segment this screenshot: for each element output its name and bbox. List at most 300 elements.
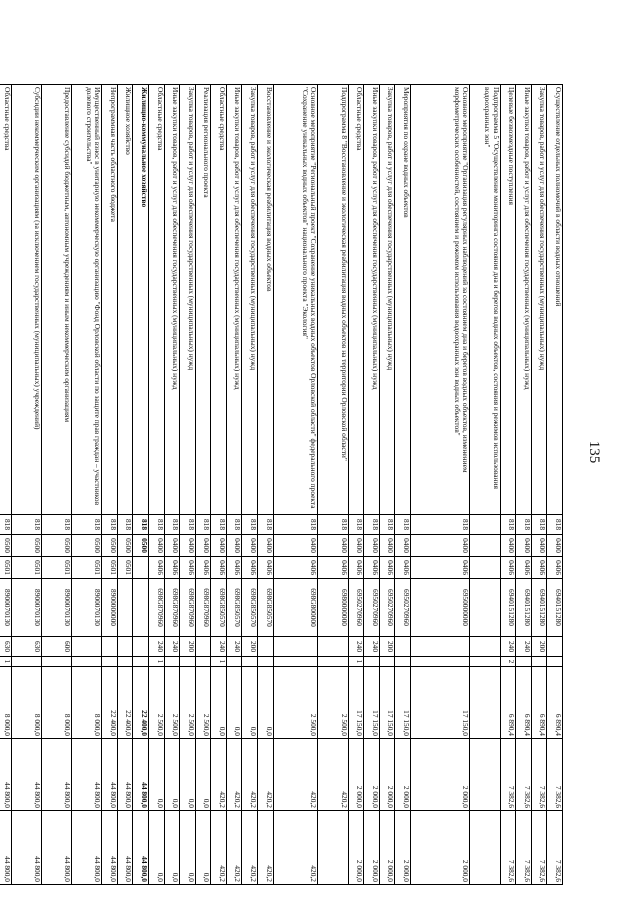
cell-grbs: 818 <box>258 515 274 535</box>
cell-grbs: 818 <box>71 515 101 535</box>
cell-grbs: 818 <box>242 515 258 535</box>
cell-source-code <box>364 657 380 667</box>
table-row <box>71 85 101 885</box>
cell-expense-type: 630 <box>0 637 11 657</box>
cell-target-article: 698G850570 <box>211 579 227 637</box>
table-row <box>180 85 196 885</box>
row-name: Предоставление субсидий бюджетным, автономным учреждениям и иным некоммерческим организациям <box>41 85 71 515</box>
cell-grbs: 818 <box>395 515 411 535</box>
cell-amount-1: 6 890,4 <box>500 667 516 739</box>
cell-amount-3 <box>470 811 500 885</box>
cell-source-code <box>379 657 395 667</box>
cell-expense-type: 600 <box>41 637 71 657</box>
cell-expense-type: 240 <box>516 637 532 657</box>
cell-amount-1: 8 000,0 <box>0 667 11 739</box>
cell-amount-1: 2 500,0 <box>318 667 348 739</box>
cell-subsection: 0406 <box>531 557 547 579</box>
cell-section: 0400 <box>348 535 364 557</box>
cell-target-article <box>117 579 133 637</box>
cell-subsection: 0406 <box>364 557 380 579</box>
cell-section: 0400 <box>273 535 318 557</box>
cell-amount-3: 44 800,0 <box>0 811 11 885</box>
cell-source-code <box>195 657 211 667</box>
cell-source-code <box>395 657 411 667</box>
cell-grbs: 818 <box>211 515 227 535</box>
cell-grbs: 818 <box>364 515 380 535</box>
cell-amount-3: 0,0 <box>164 811 180 885</box>
cell-expense-type <box>117 637 133 657</box>
cell-target-article: 6940151280 <box>547 579 563 637</box>
cell-expense-type: 240 <box>500 637 516 657</box>
cell-subsection: 0406 <box>318 557 348 579</box>
cell-amount-3 <box>318 811 348 885</box>
cell-expense-type <box>470 637 500 657</box>
cell-subsection: 0501 <box>102 557 118 579</box>
page-number: 135 <box>586 440 602 464</box>
cell-subsection: 0501 <box>117 557 133 579</box>
cell-source-code <box>273 657 318 667</box>
cell-target-article: 6950270960 <box>364 579 380 637</box>
cell-grbs: 818 <box>411 515 470 535</box>
cell-source-code <box>242 657 258 667</box>
table-row <box>117 85 133 885</box>
cell-amount-2: 420,2 <box>226 739 242 811</box>
cell-expense-type: 200 <box>379 637 395 657</box>
cell-section: 0400 <box>364 535 380 557</box>
row-name: Областные средства <box>211 85 227 515</box>
cell-amount-1: 0,0 <box>258 667 274 739</box>
cell-subsection: 0501 <box>0 557 11 579</box>
cell-amount-1: 17 150,0 <box>411 667 470 739</box>
budget-table-body <box>0 85 563 885</box>
cell-target-article: 6950270960 <box>395 579 411 637</box>
cell-subsection: 0406 <box>180 557 196 579</box>
cell-amount-2: 44 800,0 <box>133 739 149 811</box>
cell-source-code <box>318 657 348 667</box>
cell-grbs: 818 <box>348 515 364 535</box>
cell-section: 0400 <box>547 535 563 557</box>
cell-amount-1: 22 400,0 <box>133 667 149 739</box>
row-name: Основное мероприятие "Региональный проект "Сохранение уникальных водных объектов Орловской области" федерального проекта "Сохранение уникальных водных объектов" национального проекта "Экология" <box>273 85 318 515</box>
row-name: Областные средства <box>148 85 164 515</box>
row-name: Иные закупки товаров, работ и услуг для обеспечения государственных (муниципальных) нужд <box>516 85 532 515</box>
table-row <box>41 85 71 885</box>
cell-source-code <box>71 657 101 667</box>
cell-subsection: 0406 <box>258 557 274 579</box>
cell-section: 0400 <box>395 535 411 557</box>
cell-subsection: 0406 <box>273 557 318 579</box>
row-name: Иные закупки товаров, работ и услуг для обеспечения государственных (муниципальных) нужд <box>164 85 180 515</box>
cell-grbs: 818 <box>11 515 41 535</box>
cell-source-code <box>531 657 547 667</box>
cell-amount-2: 7 382,6 <box>547 739 563 811</box>
cell-expense-type: 240 <box>364 637 380 657</box>
cell-grbs: 818 <box>164 515 180 535</box>
table-row <box>348 85 364 885</box>
cell-target-article: 8900000000 <box>102 579 118 637</box>
cell-expense-type <box>547 637 563 657</box>
cell-target-article: 8900070130 <box>0 579 11 637</box>
cell-amount-1: 6 890,4 <box>516 667 532 739</box>
cell-subsection: 0406 <box>379 557 395 579</box>
cell-expense-type <box>133 637 149 657</box>
cell-amount-3: 2 000,0 <box>364 811 380 885</box>
cell-section: 0400 <box>411 535 470 557</box>
cell-subsection: 0406 <box>226 557 242 579</box>
cell-source-code: 1 <box>211 657 227 667</box>
cell-amount-1: 17 150,0 <box>364 667 380 739</box>
cell-amount-2: 44 800,0 <box>11 739 41 811</box>
cell-section: 0400 <box>318 535 348 557</box>
cell-amount-3: 44 800,0 <box>41 811 71 885</box>
cell-section: 0500 <box>0 535 11 557</box>
cell-subsection <box>470 557 500 579</box>
cell-amount-1: 2 500,0 <box>273 667 318 739</box>
cell-source-code <box>133 657 149 667</box>
cell-target-article: 698G870960 <box>180 579 196 637</box>
cell-target-article <box>133 579 149 637</box>
cell-subsection: 0501 <box>71 557 101 579</box>
table-row <box>364 85 380 885</box>
cell-amount-2: 44 800,0 <box>0 739 11 811</box>
cell-target-article: 698G870960 <box>195 579 211 637</box>
cell-amount-3: 7 382,6 <box>531 811 547 885</box>
cell-target-article <box>470 579 500 637</box>
row-name: Жилищно-коммунальное хозяйство <box>133 85 149 515</box>
row-name: Иные закупки товаров, работ и услуг для обеспечения государственных (муниципальных) нужд <box>226 85 242 515</box>
cell-subsection: 0501 <box>11 557 41 579</box>
cell-expense-type <box>102 637 118 657</box>
cell-grbs: 818 <box>273 515 318 535</box>
cell-amount-3: 44 800,0 <box>71 811 101 885</box>
cell-subsection: 0406 <box>211 557 227 579</box>
cell-source-code <box>226 657 242 667</box>
cell-amount-1: 0,0 <box>226 667 242 739</box>
cell-amount-3: 420,2 <box>273 811 318 885</box>
cell-grbs: 818 <box>133 515 149 535</box>
cell-amount-2: 2 000,0 <box>348 739 364 811</box>
table-row <box>258 85 274 885</box>
cell-amount-1: 2 500,0 <box>164 667 180 739</box>
cell-amount-2: 7 382,6 <box>516 739 532 811</box>
cell-subsection: 0406 <box>411 557 470 579</box>
cell-amount-1: 8 000,0 <box>41 667 71 739</box>
cell-amount-1: 6 890,4 <box>531 667 547 739</box>
cell-subsection: 0406 <box>164 557 180 579</box>
table-row <box>102 85 118 885</box>
row-name: Непрограммная часть областного бюджета <box>102 85 118 515</box>
cell-amount-1: 2 500,0 <box>195 667 211 739</box>
cell-amount-2: 44 800,0 <box>71 739 101 811</box>
table-row <box>211 85 227 885</box>
cell-source-code <box>102 657 118 667</box>
cell-source-code <box>411 657 470 667</box>
cell-grbs: 818 <box>516 515 532 535</box>
cell-section: 0400 <box>195 535 211 557</box>
cell-amount-1: 8 000,0 <box>11 667 41 739</box>
budget-table <box>0 84 563 885</box>
row-name: Областные средства <box>348 85 364 515</box>
cell-source-code: 1 <box>348 657 364 667</box>
cell-amount-2: 2 000,0 <box>379 739 395 811</box>
cell-amount-1: 17 150,0 <box>379 667 395 739</box>
cell-source-code: 1 <box>0 657 11 667</box>
row-name: Закупка товаров, работ и услуг для обеспечения государственных (муниципальных) нужд <box>180 85 196 515</box>
rotated-page <box>2 84 563 884</box>
cell-section: 0400 <box>531 535 547 557</box>
cell-target-article: 6950270960 <box>348 579 364 637</box>
cell-amount-1: 6 890,4 <box>547 667 563 739</box>
cell-amount-3: 44 800,0 <box>117 811 133 885</box>
cell-source-code <box>180 657 196 667</box>
cell-amount-3: 44 800,0 <box>102 811 118 885</box>
cell-expense-type <box>71 637 101 657</box>
cell-source-code <box>258 657 274 667</box>
row-name: Закупка товаров, работ и услуг для обеспечения государственных (муниципальных) нужд <box>531 85 547 515</box>
cell-section: 0500 <box>117 535 133 557</box>
cell-grbs <box>470 515 500 535</box>
cell-amount-1: 17 150,0 <box>348 667 364 739</box>
cell-target-article: 6950000000 <box>411 579 470 637</box>
cell-expense-type: 240 <box>148 637 164 657</box>
cell-amount-2: 420,2 <box>211 739 227 811</box>
cell-grbs: 818 <box>148 515 164 535</box>
cell-amount-2: 0,0 <box>195 739 211 811</box>
table-row <box>242 85 258 885</box>
cell-section: 0400 <box>516 535 532 557</box>
cell-amount-3: 420,2 <box>211 811 227 885</box>
cell-amount-1: 0,0 <box>242 667 258 739</box>
cell-grbs: 818 <box>41 515 71 535</box>
cell-target-article: 6940151280 <box>500 579 516 637</box>
cell-amount-2: 7 382,6 <box>500 739 516 811</box>
cell-target-article: 698G870960 <box>148 579 164 637</box>
cell-expense-type <box>273 637 318 657</box>
cell-amount-3: 44 800,0 <box>133 811 149 885</box>
cell-subsection <box>133 557 149 579</box>
cell-section: 0500 <box>71 535 101 557</box>
cell-amount-3: 420,2 <box>242 811 258 885</box>
row-name: Субсидии некоммерческим организациям (за исключением государственных (муниципальных) учреждений) <box>11 85 41 515</box>
cell-amount-3: 2 000,0 <box>348 811 364 885</box>
cell-amount-1: 2 500,0 <box>180 667 196 739</box>
cell-amount-2: 0,0 <box>164 739 180 811</box>
cell-section: 0400 <box>226 535 242 557</box>
table-row <box>547 85 563 885</box>
cell-expense-type <box>395 637 411 657</box>
cell-source-code: 1 <box>148 657 164 667</box>
cell-amount-3: 420,2 <box>226 811 242 885</box>
table-row <box>148 85 164 885</box>
cell-amount-1: 22 400,0 <box>102 667 118 739</box>
cell-subsection: 0501 <box>41 557 71 579</box>
cell-source-code <box>516 657 532 667</box>
cell-section: 0400 <box>148 535 164 557</box>
row-name: Закупка товаров, работ и услуг для обеспечения государственных (муниципальных) нужд <box>242 85 258 515</box>
cell-amount-2: 2 000,0 <box>411 739 470 811</box>
table-row <box>395 85 411 885</box>
cell-subsection: 0406 <box>148 557 164 579</box>
cell-subsection: 0406 <box>348 557 364 579</box>
cell-amount-2: 44 800,0 <box>41 739 71 811</box>
cell-amount-3: 420,2 <box>258 811 274 885</box>
cell-target-article: 8900070130 <box>41 579 71 637</box>
table-row <box>470 85 500 885</box>
cell-section: 0500 <box>41 535 71 557</box>
cell-expense-type: 200 <box>180 637 196 657</box>
cell-amount-3: 0,0 <box>195 811 211 885</box>
cell-section: 0500 <box>133 535 149 557</box>
cell-expense-type: 240 <box>164 637 180 657</box>
table-row <box>318 85 348 885</box>
cell-amount-3: 2 000,0 <box>395 811 411 885</box>
cell-section: 0400 <box>258 535 274 557</box>
cell-grbs: 818 <box>379 515 395 535</box>
cell-grbs: 818 <box>318 515 348 535</box>
cell-subsection: 0406 <box>242 557 258 579</box>
cell-section: 0500 <box>102 535 118 557</box>
cell-amount-1: 2 500,0 <box>148 667 164 739</box>
cell-grbs: 818 <box>102 515 118 535</box>
cell-amount-1: 0,0 <box>211 667 227 739</box>
cell-target-article: 6980000000 <box>318 579 348 637</box>
table-row <box>226 85 242 885</box>
table-row <box>0 85 11 885</box>
cell-amount-1 <box>470 667 500 739</box>
cell-target-article: 6940151280 <box>531 579 547 637</box>
cell-target-article: 698G800000 <box>273 579 318 637</box>
row-name: Жилищное хозяйство <box>117 85 133 515</box>
row-name: Иные закупки товаров, работ и услуг для обеспечения государственных (муниципальных) нужд <box>364 85 380 515</box>
row-name: Подпрограмма 5 "Осуществление мониторинга состояния дна и берегов водных объектов, состояния и режимов использования водоохранных зон" <box>470 85 500 515</box>
cell-amount-2: 44 800,0 <box>102 739 118 811</box>
cell-amount-3: 0,0 <box>148 811 164 885</box>
row-name: Реализация регионального проекта <box>195 85 211 515</box>
cell-subsection: 0406 <box>500 557 516 579</box>
cell-grbs: 818 <box>531 515 547 535</box>
table-row <box>164 85 180 885</box>
table-row <box>11 85 41 885</box>
cell-expense-type: 240 <box>226 637 242 657</box>
cell-amount-3: 7 382,6 <box>500 811 516 885</box>
cell-target-article: 698G850570 <box>242 579 258 637</box>
cell-source-code: 2 <box>500 657 516 667</box>
cell-grbs: 818 <box>547 515 563 535</box>
table-row <box>531 85 547 885</box>
cell-amount-2: 420,2 <box>258 739 274 811</box>
cell-section: 0400 <box>211 535 227 557</box>
cell-amount-1: 8 000,0 <box>71 667 101 739</box>
cell-source-code <box>117 657 133 667</box>
cell-subsection: 0406 <box>195 557 211 579</box>
cell-amount-3: 44 800,0 <box>11 811 41 885</box>
cell-section: 0400 <box>180 535 196 557</box>
cell-grbs: 818 <box>0 515 11 535</box>
cell-expense-type: 200 <box>242 637 258 657</box>
cell-amount-2: 0,0 <box>180 739 196 811</box>
cell-target-article: 698G870960 <box>164 579 180 637</box>
row-name: Областные средства <box>0 85 11 515</box>
cell-amount-2: 420,2 <box>242 739 258 811</box>
cell-source-code <box>11 657 41 667</box>
cell-target-article: 698G850570 <box>226 579 242 637</box>
cell-subsection: 0406 <box>395 557 411 579</box>
cell-expense-type <box>318 637 348 657</box>
cell-expense-type <box>258 637 274 657</box>
row-name: Закупка товаров, работ и услуг для обеспечения государственных (муниципальных) нужд <box>379 85 395 515</box>
cell-expense-type <box>411 637 470 657</box>
cell-section: 0400 <box>379 535 395 557</box>
cell-expense-type: 240 <box>211 637 227 657</box>
cell-grbs: 818 <box>500 515 516 535</box>
cell-grbs: 818 <box>180 515 196 535</box>
row-name: Осуществление отдельных полномочий в области водных отношений <box>547 85 563 515</box>
cell-section <box>470 535 500 557</box>
table-row <box>195 85 211 885</box>
cell-source-code <box>41 657 71 667</box>
cell-target-article: 8900070130 <box>11 579 41 637</box>
cell-amount-2: 420,2 <box>318 739 348 811</box>
cell-section: 0500 <box>11 535 41 557</box>
row-name: Восстановление и экологическая реабилитация водных объектов <box>258 85 274 515</box>
table-row <box>516 85 532 885</box>
cell-expense-type <box>195 637 211 657</box>
cell-amount-3: 2 000,0 <box>411 811 470 885</box>
cell-amount-2: 7 382,6 <box>531 739 547 811</box>
cell-amount-1: 17 150,0 <box>395 667 411 739</box>
cell-grbs: 818 <box>117 515 133 535</box>
row-name: Мероприятия по охране водных объектов <box>395 85 411 515</box>
cell-source-code <box>470 657 500 667</box>
budget-table-frame <box>2 84 563 884</box>
cell-amount-2: 420,2 <box>273 739 318 811</box>
cell-expense-type: 240 <box>348 637 364 657</box>
cell-amount-2: 2 000,0 <box>364 739 380 811</box>
cell-amount-2: 44 800,0 <box>117 739 133 811</box>
row-name: Подпрограмма 8 "Восстановление и экологическая реабилитация водных объектов на территории Орловской области" <box>318 85 348 515</box>
table-row <box>500 85 516 885</box>
cell-amount-3: 7 382,6 <box>516 811 532 885</box>
cell-subsection: 0406 <box>547 557 563 579</box>
row-name: Целевые безвозмездные поступления <box>500 85 516 515</box>
cell-section: 0400 <box>500 535 516 557</box>
cell-amount-2 <box>470 739 500 811</box>
cell-amount-2: 2 000,0 <box>395 739 411 811</box>
cell-target-article: 6940151280 <box>516 579 532 637</box>
table-row <box>273 85 318 885</box>
row-name: Основное мероприятие "Организация регулярных наблюдений за состоянием дна и берегов водных объектов, изменением морфометрических особенностей, состоянием и режимом использования водоохранных зон водных объектов" <box>411 85 470 515</box>
cell-amount-1: 22 400,0 <box>117 667 133 739</box>
row-name: Имущественный взнос в унитарную некоммерческую организацию "Фонд Орловской области по защите прав граждан – участников долевого строительства" <box>71 85 101 515</box>
table-row <box>411 85 470 885</box>
table-row <box>379 85 395 885</box>
cell-grbs: 818 <box>195 515 211 535</box>
cell-amount-3: 2 000,0 <box>379 811 395 885</box>
cell-source-code <box>164 657 180 667</box>
cell-amount-3: 0,0 <box>180 811 196 885</box>
cell-subsection: 0406 <box>516 557 532 579</box>
table-row <box>133 85 149 885</box>
cell-grbs: 818 <box>226 515 242 535</box>
cell-target-article: 6950270960 <box>379 579 395 637</box>
cell-source-code <box>547 657 563 667</box>
cell-target-article: 8900070130 <box>71 579 101 637</box>
cell-expense-type: 630 <box>11 637 41 657</box>
cell-amount-2: 0,0 <box>148 739 164 811</box>
cell-amount-3: 7 382,6 <box>547 811 563 885</box>
cell-target-article: 698G850570 <box>258 579 274 637</box>
cell-section: 0400 <box>242 535 258 557</box>
